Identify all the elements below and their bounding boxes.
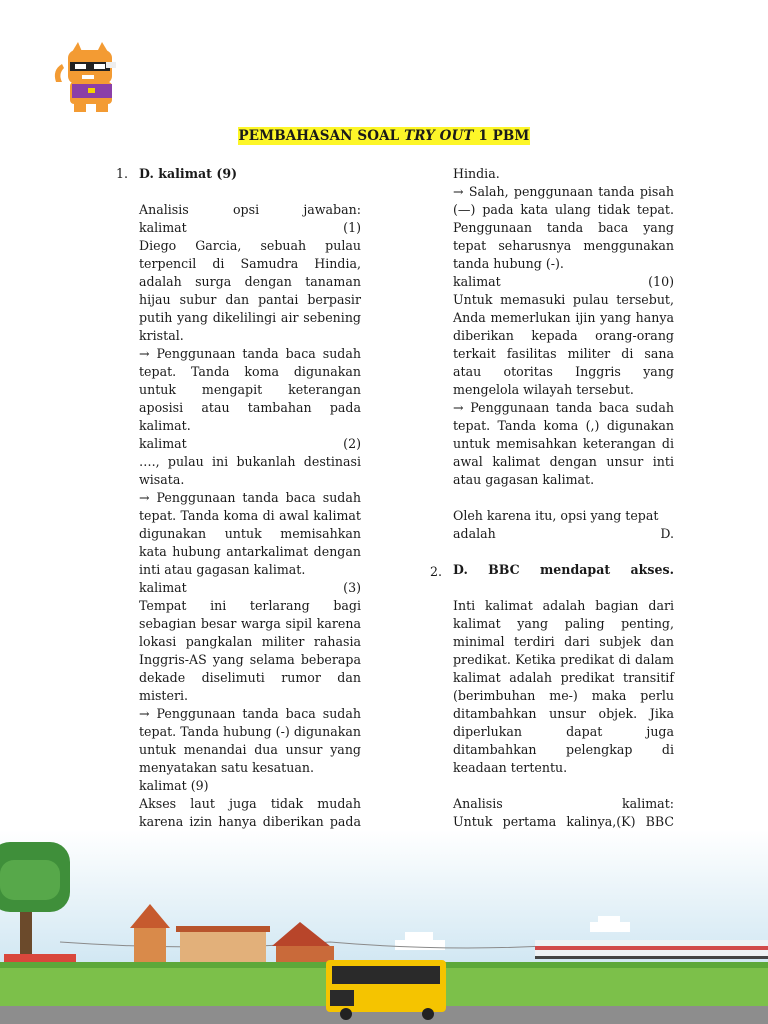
sentence-number: (2) <box>343 436 361 451</box>
sentence-9-note: → Salah, penggunaan tanda pisah (—) pada kata ulang tidak tepat. Penggunaan tanda baca yang tepat seharusnya menggunakan tanda hubung (-). <box>453 184 674 271</box>
sentence-3-text: Tempat ini terlarang bagi sebagian besar warga sipil karena lokasi pangkalan militer rahasia Inggris-AS yang selama beberapa dekade diselimuti rumor dan misteri. <box>139 598 361 703</box>
city-footer-illustration <box>0 830 768 1024</box>
intro-word: Analisis <box>139 202 189 217</box>
page-title <box>0 128 768 144</box>
sentence-9-label: kalimat (9) <box>139 778 209 793</box>
sentence-3-note: → Penggunaan tanda baca sudah tepat. Tanda hubung (-) digunakan untuk menandai dua unsur yang menyatakan satu kesatuan. <box>139 706 361 775</box>
sentence-2-note: → Penggunaan tanda baca sudah tepat. Tanda koma di awal kalimat digunakan untuk memisahkan kata hubung antarkalimat dengan inti atau gagasan kalimat. <box>139 490 361 577</box>
intro-word: jawaban: <box>303 202 361 217</box>
sentence-1-text: Diego Garcia, sebuah pulau terpencil di Samudra Hindia, adalah surga dengan tanaman hijau subur dan pantai berpasir putih yang dikelilingi air sebening kristal. <box>139 238 361 343</box>
cat-mascot-logo <box>50 40 124 116</box>
conclusion-answer <box>453 525 674 543</box>
title-suffix: 1 PBM <box>473 128 530 144</box>
sentence-number: (3) <box>343 580 361 595</box>
core-sentence-explanation: Inti kalimat adalah bagian dari kalimat yang paling penting, minimal terdiri dari subjek dan predikat. Ketika predikat di dalam kalimat adalah predikat transitif (berimbuhan me-) maka perlu ditambahkan unsur objek. Jika diperlukan dapat juga ditambahkan pelengkap di keadaan tertentu. <box>453 598 674 775</box>
sentence-label: kalimat <box>139 220 187 235</box>
sentence-label: kalimat <box>139 436 187 451</box>
analysis-heading <box>453 795 674 813</box>
sentence-label: kalimat <box>139 580 187 595</box>
train-icon <box>535 940 768 959</box>
bus-icon <box>326 960 446 1020</box>
sentence-2-text: …., pulau ini bukanlah destinasi wisata. <box>139 454 361 487</box>
sentence-10-text: Untuk memasuki pulau tersebut, Anda memerlukan ijin yang hanya diberikan kepada orang-orang terkait fasilitas militer di sana atau otoritas Inggris yang mengelola wilayah tersebut. <box>453 292 674 397</box>
question-2-number: 2. <box>430 564 443 579</box>
heading-word: mendapat <box>539 562 611 577</box>
conclusion-word: adalah <box>453 526 496 541</box>
sentence-10-label <box>453 273 674 291</box>
sentence-1-label <box>139 219 361 237</box>
analysis-intro <box>139 201 361 219</box>
sentence-3-label <box>139 579 361 597</box>
sentence-number: (1) <box>343 220 361 235</box>
question-1-heading: D. kalimat (9) <box>139 166 238 181</box>
analysis-word: kalimat: <box>622 796 674 811</box>
analysis-text: Untuk pertama kalinya,(K) BBC <box>453 814 674 829</box>
conclusion-answer-letter: D. <box>660 526 674 541</box>
intro-word: opsi <box>232 202 260 217</box>
heading-word: D. <box>453 562 468 577</box>
sentence-9-continued: Hindia. <box>453 166 500 181</box>
analysis-word: Analisis <box>453 796 503 811</box>
title-highlight <box>238 127 531 145</box>
left-column <box>139 165 361 903</box>
title-text: PEMBAHASAN SOAL <box>238 128 405 144</box>
conclusion-text: Oleh karena itu, opsi yang tepat <box>453 508 659 523</box>
sentence-number: (10) <box>648 274 674 289</box>
sentence-2-label <box>139 435 361 453</box>
question-1-number: 1. <box>116 166 129 181</box>
sentence-10-note: → Penggunaan tanda baca sudah tepat. Tanda koma (,) digunakan untuk memisahkan keterangan di awal kalimat dengan unsur inti atau gagasan kalimat. <box>453 400 674 487</box>
heading-word: akses. <box>630 562 674 577</box>
right-column <box>453 165 674 867</box>
title-italic: TRY OUT <box>404 128 474 144</box>
sentence-9-text: Akses laut juga tidak mudah karena izin hanya diberikan pada <box>139 796 361 829</box>
sentence-1-note: → Penggunaan tanda baca sudah tepat. Tanda koma digunakan untuk mengapit keterangan aposisi atau tambahan pada kalimat. <box>139 346 361 433</box>
question-2-heading <box>453 561 674 579</box>
heading-word: BBC <box>488 562 520 577</box>
sentence-label: kalimat <box>453 274 501 289</box>
